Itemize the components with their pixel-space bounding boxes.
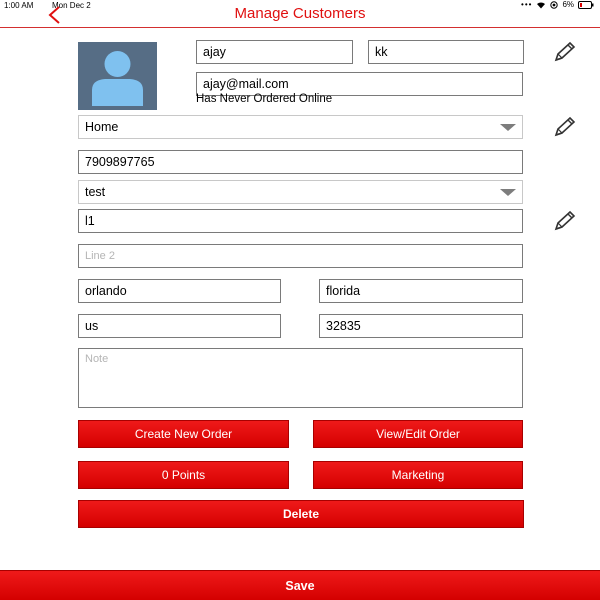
dropdown-caret-icon [500, 189, 516, 196]
address-type-select[interactable] [78, 115, 523, 139]
battery-percent: 6% [562, 0, 574, 9]
status-date: Mon Dec 2 [52, 1, 91, 10]
last-name-field[interactable]: kk [368, 40, 524, 64]
country-field[interactable]: us [78, 314, 281, 338]
address-select[interactable] [78, 180, 523, 204]
address-type-value: Home [85, 120, 119, 134]
phone-field[interactable]: 7909897765 [78, 150, 523, 174]
state-field[interactable]: florida [319, 279, 523, 303]
address-line1-field[interactable]: l1 [78, 209, 523, 233]
city-field[interactable]: orlando [78, 279, 281, 303]
email-field[interactable]: ajay@mail.com [196, 72, 523, 96]
address-select-value: test [85, 185, 106, 199]
edit-address-type-button[interactable] [552, 115, 578, 139]
user-silhouette-icon [78, 42, 157, 110]
page-title: Manage Customers [234, 5, 366, 22]
nav-bar [0, 0, 600, 28]
dropdown-caret-icon [500, 124, 516, 131]
delete-button[interactable]: Delete [78, 500, 524, 528]
zip-field[interactable]: 32835 [319, 314, 523, 338]
first-name-field[interactable]: ajay [196, 40, 353, 64]
edit-name-button[interactable] [552, 40, 578, 64]
view-edit-order-button[interactable]: View/Edit Order [313, 420, 523, 448]
points-button[interactable]: 0 Points [78, 461, 289, 489]
marketing-button[interactable]: Marketing [313, 461, 523, 489]
customer-avatar [78, 42, 157, 110]
signal-dots-icon: ••• [521, 0, 533, 9]
edit-address-button[interactable] [552, 209, 578, 233]
status-time: 1:00 AM [4, 1, 34, 10]
save-button[interactable]: Save [0, 570, 600, 600]
address-line2-field[interactable]: Line 2 [78, 244, 523, 268]
create-new-order-button[interactable]: Create New Order [78, 420, 289, 448]
pencil-icon [552, 209, 578, 233]
pencil-icon [552, 40, 578, 64]
note-field[interactable]: Note [78, 348, 523, 408]
pencil-icon [552, 115, 578, 139]
order-status-text: Has Never Ordered Online [196, 93, 333, 105]
